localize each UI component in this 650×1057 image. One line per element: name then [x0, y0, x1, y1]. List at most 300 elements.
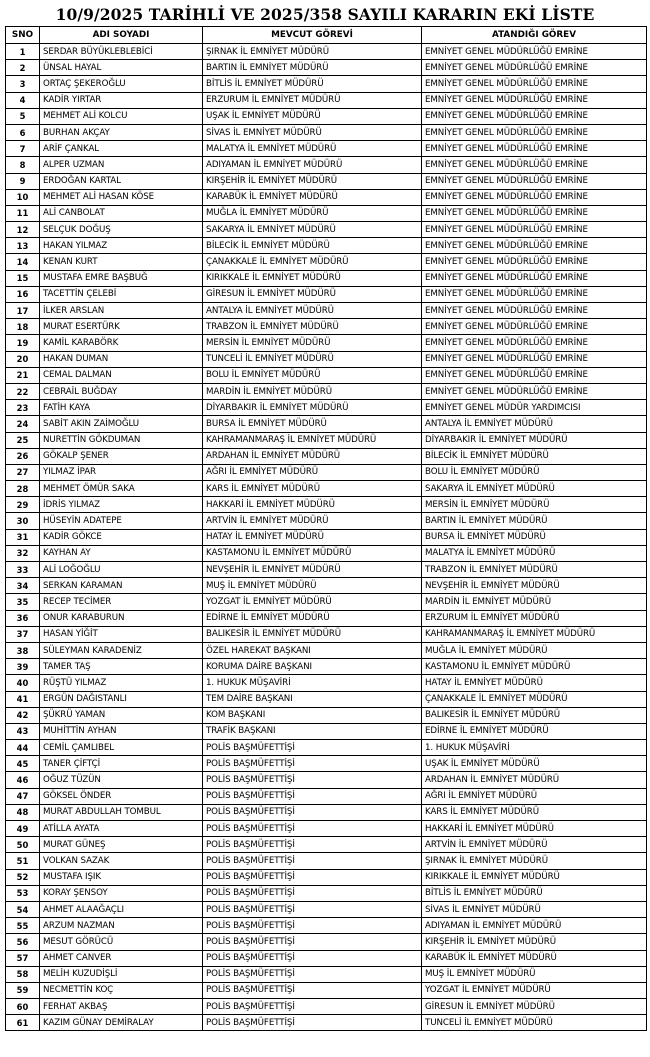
current-duty: BARTIN İL EMNİYET MÜDÜRÜ — [203, 60, 422, 76]
current-duty: POLİS BAŞMÜFETTİŞİ — [203, 885, 422, 901]
assigned-duty: ARDAHAN İL EMNİYET MÜDÜRÜ — [422, 772, 647, 788]
current-duty: MUĞLA İL EMNİYET MÜDÜRÜ — [203, 205, 422, 221]
person-name: SERDAR BÜYÜKLEBLEBİCİ — [40, 44, 203, 60]
assigned-duty: MUĞLA İL EMNİYET MÜDÜRÜ — [422, 642, 647, 658]
person-name: MURAT GÜNEŞ — [40, 837, 203, 853]
row-number: 31 — [6, 529, 40, 545]
row-number: 4 — [6, 92, 40, 108]
table-row — [6, 707, 647, 723]
row-number: 40 — [6, 675, 40, 691]
current-duty: MARDİN İL EMNİYET MÜDÜRÜ — [203, 383, 422, 399]
current-duty: POLİS BAŞMÜFETTİŞİ — [203, 982, 422, 998]
row-number: 39 — [6, 659, 40, 675]
person-name: MEHMET ALİ HASAN KÖSE — [40, 189, 203, 205]
current-duty: TEM DAİRE BAŞKANI — [203, 691, 422, 707]
table-row — [6, 950, 647, 966]
row-number: 2 — [6, 60, 40, 76]
table-row — [6, 982, 647, 998]
assigned-duty: SİVAS İL EMNİYET MÜDÜRÜ — [422, 901, 647, 917]
table-row — [6, 837, 647, 853]
table-row — [6, 286, 647, 302]
table-body — [6, 44, 647, 1031]
current-duty: BURSA İL EMNİYET MÜDÜRÜ — [203, 416, 422, 432]
table-row — [6, 804, 647, 820]
current-duty: POLİS BAŞMÜFETTİŞİ — [203, 756, 422, 772]
assigned-duty: 1. HUKUK MÜŞAVİRİ — [422, 740, 647, 756]
table-row — [6, 432, 647, 448]
current-duty: POLİS BAŞMÜFETTİŞİ — [203, 837, 422, 853]
row-number: 3 — [6, 76, 40, 92]
current-duty: POLİS BAŞMÜFETTİŞİ — [203, 804, 422, 820]
assigned-duty: EMNİYET GENEL MÜDÜRLÜĞÜ EMRİNE — [422, 383, 647, 399]
assigned-duty: EMNİYET GENEL MÜDÜRLÜĞÜ EMRİNE — [422, 286, 647, 302]
row-number: 27 — [6, 464, 40, 480]
row-number: 49 — [6, 821, 40, 837]
person-name: HAKAN DUMAN — [40, 351, 203, 367]
row-number: 25 — [6, 432, 40, 448]
person-name: MUSTAFA EMRE BAŞBUĞ — [40, 270, 203, 286]
person-name: MURAT ESERTÜRK — [40, 319, 203, 335]
person-name: MURAT ABDULLAH TOMBUL — [40, 804, 203, 820]
table-row — [6, 610, 647, 626]
current-duty: ADIYAMAN İL EMNİYET MÜDÜRÜ — [203, 157, 422, 173]
assigned-duty: BİTLİS İL EMNİYET MÜDÜRÜ — [422, 885, 647, 901]
current-duty: 1. HUKUK MÜŞAVİRİ — [203, 675, 422, 691]
table-row — [6, 869, 647, 885]
row-number: 41 — [6, 691, 40, 707]
header-current-duty: MEVCUT GÖREVİ — [203, 27, 422, 44]
current-duty: SİVAS İL EMNİYET MÜDÜRÜ — [203, 124, 422, 140]
current-duty: KARABÜK İL EMNİYET MÜDÜRÜ — [203, 189, 422, 205]
current-duty: POLİS BAŞMÜFETTİŞİ — [203, 918, 422, 934]
assigned-duty: EMNİYET GENEL MÜDÜRLÜĞÜ EMRİNE — [422, 92, 647, 108]
row-number: 21 — [6, 367, 40, 383]
row-number: 42 — [6, 707, 40, 723]
assigned-duty: EMNİYET GENEL MÜDÜRLÜĞÜ EMRİNE — [422, 157, 647, 173]
table-row — [6, 416, 647, 432]
current-duty: POLİS BAŞMÜFETTİŞİ — [203, 999, 422, 1015]
assigned-duty: EMNİYET GENEL MÜDÜRLÜĞÜ EMRİNE — [422, 173, 647, 189]
person-name: KAZIM GÜNAY DEMİRALAY — [40, 1015, 203, 1031]
assigned-duty: EMNİYET GENEL MÜDÜRLÜĞÜ EMRİNE — [422, 222, 647, 238]
table-row — [6, 934, 647, 950]
row-number: 29 — [6, 497, 40, 513]
assigned-duty: UŞAK İL EMNİYET MÜDÜRÜ — [422, 756, 647, 772]
table-row — [6, 92, 647, 108]
row-number: 43 — [6, 723, 40, 739]
current-duty: BİTLİS İL EMNİYET MÜDÜRÜ — [203, 76, 422, 92]
person-name: HÜSEYİN ADATEPE — [40, 513, 203, 529]
assigned-duty: EMNİYET GENEL MÜDÜRLÜĞÜ EMRİNE — [422, 141, 647, 157]
person-name: CEMİL ÇAMLIBEL — [40, 740, 203, 756]
assigned-duty: EMNİYET GENEL MÜDÜRLÜĞÜ EMRİNE — [422, 335, 647, 351]
person-name: MELİH KUZUDİŞLİ — [40, 966, 203, 982]
current-duty: ARTVİN İL EMNİYET MÜDÜRÜ — [203, 513, 422, 529]
row-number: 58 — [6, 966, 40, 982]
person-name: ARZUM NAZMAN — [40, 918, 203, 934]
header-sno: SNO — [6, 27, 40, 44]
table-row — [6, 124, 647, 140]
person-name: CEMAL DALMAN — [40, 367, 203, 383]
table-row — [6, 76, 647, 92]
current-duty: POLİS BAŞMÜFETTİŞİ — [203, 934, 422, 950]
row-number: 24 — [6, 416, 40, 432]
table-row — [6, 740, 647, 756]
person-name: MESUT GÖRÜCÜ — [40, 934, 203, 950]
current-duty: MERSİN İL EMNİYET MÜDÜRÜ — [203, 335, 422, 351]
current-duty: MALATYA İL EMNİYET MÜDÜRÜ — [203, 141, 422, 157]
assigned-duty: KIRIKKALE İL EMNİYET MÜDÜRÜ — [422, 869, 647, 885]
table-row — [6, 254, 647, 270]
assigned-duty: TRABZON İL EMNİYET MÜDÜRÜ — [422, 562, 647, 578]
current-duty: HAKKARİ İL EMNİYET MÜDÜRÜ — [203, 497, 422, 513]
assigned-duty: EMNİYET GENEL MÜDÜRLÜĞÜ EMRİNE — [422, 189, 647, 205]
table-row — [6, 189, 647, 205]
row-number: 12 — [6, 222, 40, 238]
row-number: 19 — [6, 335, 40, 351]
assigned-duty: EMNİYET GENEL MÜDÜRLÜĞÜ EMRİNE — [422, 238, 647, 254]
person-name: GÖKALP ŞENER — [40, 448, 203, 464]
row-number: 16 — [6, 286, 40, 302]
table-row — [6, 367, 647, 383]
table-row — [6, 626, 647, 642]
assigned-duty: KARABÜK İL EMNİYET MÜDÜRÜ — [422, 950, 647, 966]
assigned-duty: EMNİYET GENEL MÜDÜRLÜĞÜ EMRİNE — [422, 76, 647, 92]
table-row — [6, 513, 647, 529]
person-name: İDRİS YILMAZ — [40, 497, 203, 513]
assigned-duty: MUŞ İL EMNİYET MÜDÜRÜ — [422, 966, 647, 982]
person-name: KENAN KURT — [40, 254, 203, 270]
row-number: 13 — [6, 238, 40, 254]
table-row — [6, 44, 647, 60]
person-name: RECEP TECİMER — [40, 594, 203, 610]
current-duty: POLİS BAŞMÜFETTİŞİ — [203, 869, 422, 885]
assigned-duty: EMNİYET GENEL MÜDÜRLÜĞÜ EMRİNE — [422, 303, 647, 319]
row-number: 60 — [6, 999, 40, 1015]
table-row — [6, 772, 647, 788]
table-row — [6, 659, 647, 675]
assigned-duty: ERZURUM İL EMNİYET MÜDÜRÜ — [422, 610, 647, 626]
person-name: NURETTİN GÖKDUMAN — [40, 432, 203, 448]
row-number: 22 — [6, 383, 40, 399]
person-name: KORAY ŞENSOY — [40, 885, 203, 901]
current-duty: ANTALYA İL EMNİYET MÜDÜRÜ — [203, 303, 422, 319]
row-number: 7 — [6, 141, 40, 157]
table-row — [6, 222, 647, 238]
table-row — [6, 885, 647, 901]
assigned-duty: EMNİYET GENEL MÜDÜRLÜĞÜ EMRİNE — [422, 124, 647, 140]
row-number: 1 — [6, 44, 40, 60]
assigned-duty: EMNİYET GENEL MÜDÜRLÜĞÜ EMRİNE — [422, 270, 647, 286]
table-row — [6, 642, 647, 658]
row-number: 47 — [6, 788, 40, 804]
assigned-duty: EMNİYET GENEL MÜDÜRLÜĞÜ EMRİNE — [422, 108, 647, 124]
assigned-duty: AĞRI İL EMNİYET MÜDÜRÜ — [422, 788, 647, 804]
person-name: KADİR GÖKCE — [40, 529, 203, 545]
person-name: MUSTAFA IŞIK — [40, 869, 203, 885]
assigned-duty: EMNİYET GENEL MÜDÜR YARDIMCISI — [422, 400, 647, 416]
assigned-duty: EDİRNE İL EMNİYET MÜDÜRÜ — [422, 723, 647, 739]
row-number: 26 — [6, 448, 40, 464]
current-duty: KIRŞEHİR İL EMNİYET MÜDÜRÜ — [203, 173, 422, 189]
assigned-duty: ADIYAMAN İL EMNİYET MÜDÜRÜ — [422, 918, 647, 934]
assigned-duty: KASTAMONU İL EMNİYET MÜDÜRÜ — [422, 659, 647, 675]
row-number: 54 — [6, 901, 40, 917]
row-number: 46 — [6, 772, 40, 788]
current-duty: POLİS BAŞMÜFETTİŞİ — [203, 821, 422, 837]
assigned-duty: EMNİYET GENEL MÜDÜRLÜĞÜ EMRİNE — [422, 367, 647, 383]
current-duty: DİYARBAKIR İL EMNİYET MÜDÜRÜ — [203, 400, 422, 416]
person-name: MEHMET ALİ KOLCU — [40, 108, 203, 124]
person-name: FERHAT AKBAŞ — [40, 999, 203, 1015]
current-duty: KARS İL EMNİYET MÜDÜRÜ — [203, 481, 422, 497]
row-number: 10 — [6, 189, 40, 205]
table-row — [6, 448, 647, 464]
row-number: 23 — [6, 400, 40, 416]
row-number: 15 — [6, 270, 40, 286]
assigned-duty: BOLU İL EMNİYET MÜDÜRÜ — [422, 464, 647, 480]
current-duty: GİRESUN İL EMNİYET MÜDÜRÜ — [203, 286, 422, 302]
person-name: TAMER TAŞ — [40, 659, 203, 675]
table-row — [6, 545, 647, 561]
header-assigned-duty: ATANDIĞI GÖREV — [422, 27, 647, 44]
current-duty: POLİS BAŞMÜFETTİŞİ — [203, 1015, 422, 1031]
table-row — [6, 270, 647, 286]
table-row — [6, 999, 647, 1015]
table-row — [6, 788, 647, 804]
person-name: MUHİTTİN AYHAN — [40, 723, 203, 739]
row-number: 32 — [6, 545, 40, 561]
person-name: CEBRAİL BUĞDAY — [40, 383, 203, 399]
table-row — [6, 821, 647, 837]
person-name: İLKER ARSLAN — [40, 303, 203, 319]
person-name: ATİLLA AYATA — [40, 821, 203, 837]
assigned-duty: HAKKARİ İL EMNİYET MÜDÜRÜ — [422, 821, 647, 837]
current-duty: KIRIKKALE İL EMNİYET MÜDÜRÜ — [203, 270, 422, 286]
person-name: ERDOĞAN KARTAL — [40, 173, 203, 189]
current-duty: AĞRI İL EMNİYET MÜDÜRÜ — [203, 464, 422, 480]
assigned-duty: MARDİN İL EMNİYET MÜDÜRÜ — [422, 594, 647, 610]
table-row — [6, 108, 647, 124]
row-number: 11 — [6, 205, 40, 221]
table-row — [6, 594, 647, 610]
row-number: 6 — [6, 124, 40, 140]
row-number: 57 — [6, 950, 40, 966]
assigned-duty: ŞIRNAK İL EMNİYET MÜDÜRÜ — [422, 853, 647, 869]
person-name: VOLKAN SAZAK — [40, 853, 203, 869]
assigned-duty: GİRESUN İL EMNİYET MÜDÜRÜ — [422, 999, 647, 1015]
person-name: ARİF ÇANKAL — [40, 141, 203, 157]
table-row — [6, 400, 647, 416]
current-duty: POLİS BAŞMÜFETTİŞİ — [203, 788, 422, 804]
row-number: 8 — [6, 157, 40, 173]
assigned-duty: BARTIN İL EMNİYET MÜDÜRÜ — [422, 513, 647, 529]
row-number: 34 — [6, 578, 40, 594]
person-name: RÜŞTÜ YILMAZ — [40, 675, 203, 691]
current-duty: ÇANAKKALE İL EMNİYET MÜDÜRÜ — [203, 254, 422, 270]
row-number: 50 — [6, 837, 40, 853]
person-name: KADİR YIRTAR — [40, 92, 203, 108]
person-name: SELÇUK DOĞUŞ — [40, 222, 203, 238]
assigned-duty: NEVŞEHİR İL EMNİYET MÜDÜRÜ — [422, 578, 647, 594]
row-number: 53 — [6, 885, 40, 901]
table-row — [6, 578, 647, 594]
person-name: ERGÜN DAĞISTANLI — [40, 691, 203, 707]
current-duty: HATAY İL EMNİYET MÜDÜRÜ — [203, 529, 422, 545]
person-name: ONUR KARABURUN — [40, 610, 203, 626]
assigned-duty: TUNCELİ İL EMNİYET MÜDÜRÜ — [422, 1015, 647, 1031]
current-duty: POLİS BAŞMÜFETTİŞİ — [203, 901, 422, 917]
row-number: 44 — [6, 740, 40, 756]
document-title: 10/9/2025 TARİHLİ VE 2025/358 SAYILI KARARIN EKİ LİSTE — [55, 5, 595, 24]
row-number: 9 — [6, 173, 40, 189]
current-duty: POLİS BAŞMÜFETTİŞİ — [203, 740, 422, 756]
person-name: TANER ÇİFTÇİ — [40, 756, 203, 772]
table-row — [6, 1015, 647, 1031]
current-duty: BİLECİK İL EMNİYET MÜDÜRÜ — [203, 238, 422, 254]
row-number: 51 — [6, 853, 40, 869]
person-name: MEHMET ÖMÜR SAKA — [40, 481, 203, 497]
current-duty: BOLU İL EMNİYET MÜDÜRÜ — [203, 367, 422, 383]
table-row — [6, 723, 647, 739]
person-name: FATİH KAYA — [40, 400, 203, 416]
assigned-duty: BİLECİK İL EMNİYET MÜDÜRÜ — [422, 448, 647, 464]
row-number: 48 — [6, 804, 40, 820]
table-row — [6, 319, 647, 335]
current-duty: BALIKESİR İL EMNİYET MÜDÜRÜ — [203, 626, 422, 642]
current-duty: TUNCELİ İL EMNİYET MÜDÜRÜ — [203, 351, 422, 367]
current-duty: MUŞ İL EMNİYET MÜDÜRÜ — [203, 578, 422, 594]
row-number: 37 — [6, 626, 40, 642]
current-duty: SAKARYA İL EMNİYET MÜDÜRÜ — [203, 222, 422, 238]
current-duty: POLİS BAŞMÜFETTİŞİ — [203, 853, 422, 869]
row-number: 28 — [6, 481, 40, 497]
assigned-duty: DİYARBAKIR İL EMNİYET MÜDÜRÜ — [422, 432, 647, 448]
person-name: ALİ CANBOLAT — [40, 205, 203, 221]
assigned-duty: ARTVİN İL EMNİYET MÜDÜRÜ — [422, 837, 647, 853]
person-name: HASAN YİĞİT — [40, 626, 203, 642]
table-row — [6, 351, 647, 367]
person-name: SABİT AKIN ZAİMOĞLU — [40, 416, 203, 432]
current-duty: TRABZON İL EMNİYET MÜDÜRÜ — [203, 319, 422, 335]
person-name: KAYHAN AY — [40, 545, 203, 561]
table-row — [6, 481, 647, 497]
row-number: 17 — [6, 303, 40, 319]
table-row — [6, 205, 647, 221]
current-duty: TRAFİK BAŞKANI — [203, 723, 422, 739]
current-duty: ARDAHAN İL EMNİYET MÜDÜRÜ — [203, 448, 422, 464]
row-number: 61 — [6, 1015, 40, 1031]
table-row — [6, 966, 647, 982]
row-number: 36 — [6, 610, 40, 626]
assigned-duty: ÇANAKKALE İL EMNİYET MÜDÜRÜ — [422, 691, 647, 707]
current-duty: KAHRAMANMARAŞ İL EMNİYET MÜDÜRÜ — [203, 432, 422, 448]
table-row — [6, 756, 647, 772]
current-duty: NEVŞEHİR İL EMNİYET MÜDÜRÜ — [203, 562, 422, 578]
appointment-table — [5, 26, 647, 1031]
table-row — [6, 853, 647, 869]
current-duty: KORUMA DAİRE BAŞKANI — [203, 659, 422, 675]
person-name: ORTAÇ ŞEKEROĞLU — [40, 76, 203, 92]
row-number: 45 — [6, 756, 40, 772]
row-number: 38 — [6, 642, 40, 658]
person-name: OĞUZ TÜZÜN — [40, 772, 203, 788]
table-row — [6, 464, 647, 480]
table-row — [6, 691, 647, 707]
table-row — [6, 497, 647, 513]
row-number: 55 — [6, 918, 40, 934]
assigned-duty: BURSA İL EMNİYET MÜDÜRÜ — [422, 529, 647, 545]
table-row — [6, 60, 647, 76]
table-row — [6, 238, 647, 254]
assigned-duty: KARS İL EMNİYET MÜDÜRÜ — [422, 804, 647, 820]
assigned-duty: MERSİN İL EMNİYET MÜDÜRÜ — [422, 497, 647, 513]
row-number: 35 — [6, 594, 40, 610]
current-duty: YOZGAT İL EMNİYET MÜDÜRÜ — [203, 594, 422, 610]
table-row — [6, 335, 647, 351]
row-number: 52 — [6, 869, 40, 885]
row-number: 5 — [6, 108, 40, 124]
current-duty: POLİS BAŞMÜFETTİŞİ — [203, 966, 422, 982]
assigned-duty: EMNİYET GENEL MÜDÜRLÜĞÜ EMRİNE — [422, 319, 647, 335]
current-duty: ERZURUM İL EMNİYET MÜDÜRÜ — [203, 92, 422, 108]
table-row — [6, 562, 647, 578]
person-name: YILMAZ İPAR — [40, 464, 203, 480]
row-number: 18 — [6, 319, 40, 335]
current-duty: POLİS BAŞMÜFETTİŞİ — [203, 950, 422, 966]
person-name: ALPER UZMAN — [40, 157, 203, 173]
table-row — [6, 303, 647, 319]
row-number: 33 — [6, 562, 40, 578]
table-row — [6, 529, 647, 545]
assigned-duty: HATAY İL EMNİYET MÜDÜRÜ — [422, 675, 647, 691]
person-name: GÖKSEL ÖNDER — [40, 788, 203, 804]
row-number: 56 — [6, 934, 40, 950]
person-name: AHMET CANVER — [40, 950, 203, 966]
assigned-duty: EMNİYET GENEL MÜDÜRLÜĞÜ EMRİNE — [422, 44, 647, 60]
person-name: AHMET ALAAĞAÇLI — [40, 901, 203, 917]
assigned-duty: KIRŞEHİR İL EMNİYET MÜDÜRÜ — [422, 934, 647, 950]
assigned-duty: MALATYA İL EMNİYET MÜDÜRÜ — [422, 545, 647, 561]
person-name: SÜLEYMAN KARADENİZ — [40, 642, 203, 658]
person-name: KAMİL KARABÖRK — [40, 335, 203, 351]
row-number: 20 — [6, 351, 40, 367]
current-duty: KASTAMONU İL EMNİYET MÜDÜRÜ — [203, 545, 422, 561]
assigned-duty: KAHRAMANMARAŞ İL EMNİYET MÜDÜRÜ — [422, 626, 647, 642]
table-row — [6, 918, 647, 934]
person-name: ALİ LOĞOĞLU — [40, 562, 203, 578]
person-name: HAKAN YILMAZ — [40, 238, 203, 254]
assigned-duty: SAKARYA İL EMNİYET MÜDÜRÜ — [422, 481, 647, 497]
person-name: ŞÜKRÜ YAMAN — [40, 707, 203, 723]
person-name: ÜNSAL HAYAL — [40, 60, 203, 76]
current-duty: ÖZEL HAREKAT BAŞKANI — [203, 642, 422, 658]
person-name: SERKAN KARAMAN — [40, 578, 203, 594]
row-number: 59 — [6, 982, 40, 998]
assigned-duty: YOZGAT İL EMNİYET MÜDÜRÜ — [422, 982, 647, 998]
table-row — [6, 141, 647, 157]
header-name: ADI SOYADI — [40, 27, 203, 44]
table-row — [6, 383, 647, 399]
current-duty: POLİS BAŞMÜFETTİŞİ — [203, 772, 422, 788]
current-duty: EDİRNE İL EMNİYET MÜDÜRÜ — [203, 610, 422, 626]
table-row — [6, 157, 647, 173]
table-row — [6, 173, 647, 189]
assigned-duty: EMNİYET GENEL MÜDÜRLÜĞÜ EMRİNE — [422, 60, 647, 76]
table-header-row — [6, 27, 647, 44]
assigned-duty: BALIKESİR İL EMNİYET MÜDÜRÜ — [422, 707, 647, 723]
person-name: BURHAN AKÇAY — [40, 124, 203, 140]
